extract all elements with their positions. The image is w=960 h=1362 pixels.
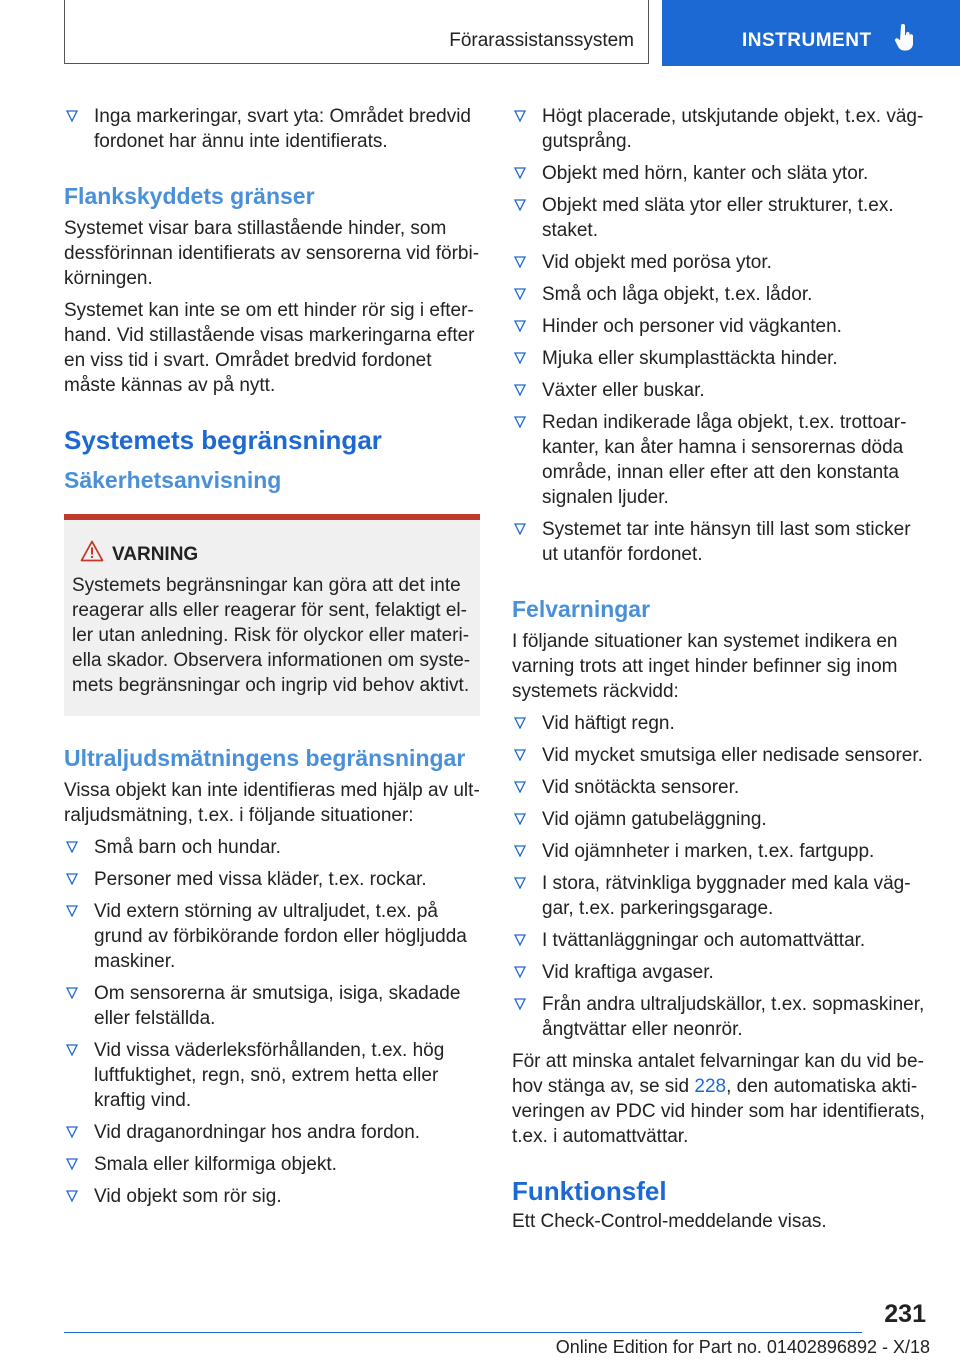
list-item-text: Vid kraftiga avgaser. <box>542 962 714 983</box>
list-item-text: Små och låga objekt, t.ex. lådor. <box>542 284 813 305</box>
flank-paragraph-2: Systemet kan inte se om ett hinder rör sig i efterhand. Vid stillastående visas markeringarna efter en viss tid i svart. Området bredvid fordonet måste kännas av på nytt. <box>64 300 475 396</box>
triangle-bullet-icon <box>514 992 532 1010</box>
left-column <box>64 104 480 1216</box>
flank-heading: Flankskyddets gränser <box>64 183 315 209</box>
list-item-text: Inga markeringar, svart yta: Området bredvid fordonet har ännu inte identifierats. <box>94 106 471 152</box>
list-item <box>64 1120 480 1145</box>
triangle-bullet-icon <box>514 346 532 364</box>
chapter-title: INSTRUMENT <box>742 30 872 51</box>
list-item-text: Från andra ultraljudskällor, t.ex. sopmaskiner, ångtvättar eller neonrör. <box>542 994 925 1040</box>
list-item <box>512 960 928 985</box>
triangle-bullet-icon <box>514 193 532 211</box>
warning-triangle-icon <box>80 540 104 562</box>
list-item <box>512 104 928 154</box>
triangle-bullet-icon <box>66 104 84 122</box>
list-item <box>64 1152 480 1177</box>
warning-header <box>72 542 472 567</box>
list-item-text: Växter eller buskar. <box>542 380 705 401</box>
list-item-text: Vid objekt med porösa ytor. <box>542 252 772 273</box>
list-item-text: Vid objekt som rör sig. <box>94 1186 282 1207</box>
triangle-bullet-icon <box>66 981 84 999</box>
false-warnings-intro: I följande situationer kan systemet indikera en varning trots att inget hinder befinner sig inom systemets räckvidd: <box>512 631 898 702</box>
list-item <box>512 743 928 768</box>
reduce-text-start: För att minska antalet felvarningar kan du vid behov stänga av, se sid <box>512 1051 924 1097</box>
triangle-bullet-icon <box>66 1152 84 1170</box>
list-item <box>512 282 928 307</box>
reduce-paragraph <box>512 1049 928 1149</box>
list-item-text: Vid mycket smutsiga eller nedisade sensorer. <box>542 745 923 766</box>
triangle-bullet-icon <box>514 743 532 761</box>
list-item-text: Små barn och hundar. <box>94 837 281 858</box>
list-item <box>64 835 480 860</box>
list-item-text: Vid extern störning av ultraljudet, t.ex. på grund av förbikörande fordon eller högljudda maskiner. <box>94 901 467 972</box>
list-item <box>512 250 928 275</box>
triangle-bullet-icon <box>514 378 532 396</box>
warning-box <box>64 514 480 716</box>
triangle-bullet-icon <box>514 711 532 729</box>
list-item <box>512 314 928 339</box>
list-item-text: I stora, rätvinkliga byggnader med kala väggar, t.ex. parkeringsgarage. <box>542 873 911 919</box>
list-item <box>512 517 928 567</box>
list-item <box>64 899 480 974</box>
list-item-text: Högt placerade, utskjutande objekt, t.ex. väggutsprång. <box>542 106 924 152</box>
list-item-text: Redan indikerade låga objekt, t.ex. trottoarkanter, kan åter hamna i sensorernas döda område, innan eller efter att den konstanta signalen ljuder. <box>542 412 907 508</box>
triangle-bullet-icon <box>66 867 84 885</box>
list-item <box>512 378 928 403</box>
triangle-bullet-icon <box>514 314 532 332</box>
list-item-text: Mjuka eller skumplasttäckta hinder. <box>542 348 838 369</box>
list-item <box>512 711 928 736</box>
list-item <box>512 410 928 510</box>
fault-heading: Funktionsfel <box>512 1176 667 1206</box>
list-item <box>512 871 928 921</box>
triangle-bullet-icon <box>514 410 532 428</box>
triangle-bullet-icon <box>66 1184 84 1202</box>
footer-edition: Online Edition for Part no. 01402896892 - X/18 <box>555 1337 930 1357</box>
page-header <box>0 0 960 66</box>
triangle-bullet-icon <box>514 250 532 268</box>
ultrasound-heading: Ultraljudsmätningens begränsningar <box>64 745 466 771</box>
list-item-text: Vid snötäckta sensorer. <box>542 777 740 798</box>
ultrasound-intro: Vissa objekt kan inte identifieras med hjälp av ultraljudsmätning, t.ex. i följande situationer: <box>64 780 480 826</box>
reduce-text-end: , den automatiska aktiveringen av PDC vid hinder som har identifierats, t.ex. i automattvättar. <box>512 1076 925 1147</box>
safety-heading: Säkerhetsanvisning <box>64 467 282 493</box>
list-item-text: Vid ojämn gatubeläggning. <box>542 809 767 830</box>
list-item-text: Smala eller kilformiga objekt. <box>94 1154 337 1175</box>
list-item <box>512 928 928 953</box>
list-item <box>512 807 928 832</box>
right-column <box>512 104 928 1241</box>
list-item-text: Systemet tar inte hänsyn till last som sticker ut utanför fordonet. <box>542 519 911 565</box>
triangle-bullet-icon <box>514 807 532 825</box>
footer-divider <box>64 1332 862 1333</box>
triangle-bullet-icon <box>66 899 84 917</box>
triangle-bullet-icon <box>514 960 532 978</box>
list-item <box>64 1038 480 1113</box>
triangle-bullet-icon <box>514 928 532 946</box>
ultrasound-list <box>64 835 480 1209</box>
list-item <box>64 981 480 1031</box>
triangle-bullet-icon <box>514 775 532 793</box>
list-item <box>512 839 928 864</box>
triangle-bullet-icon <box>66 835 84 853</box>
page-number: 231 <box>884 1300 926 1328</box>
list-item-text: Objekt med hörn, kanter och släta ytor. <box>542 163 869 184</box>
section-title: Förarassistanssystem <box>449 30 634 51</box>
list-item-text: I tvättanläggningar och automattvättar. <box>542 930 866 951</box>
triangle-bullet-icon <box>514 282 532 300</box>
fault-text: Ett Check-Control-meddelande visas. <box>512 1211 827 1232</box>
triangle-bullet-icon <box>514 161 532 179</box>
list-item <box>512 161 928 186</box>
list-item-text: Hinder och personer vid vägkanten. <box>542 316 842 337</box>
list-item <box>512 775 928 800</box>
false-warnings-heading: Felvarningar <box>512 596 651 622</box>
triangle-bullet-icon <box>514 517 532 535</box>
triangle-bullet-icon <box>66 1120 84 1138</box>
object-list <box>512 104 928 567</box>
flank-paragraph-1: Systemet visar bara stillastående hinder, som dessförinnan identifierats av sensorerna vid förbikörningen. <box>64 218 480 289</box>
list-item <box>64 867 480 892</box>
triangle-bullet-icon <box>514 839 532 857</box>
hand-pointer-icon <box>894 24 916 52</box>
list-item-text: Vid draganordningar hos andra fordon. <box>94 1122 421 1143</box>
warning-title: VARNING <box>112 544 199 565</box>
list-item-text: Objekt med släta ytor eller strukturer, t.ex. staket. <box>542 195 894 241</box>
section-tab[interactable] <box>64 0 649 64</box>
list-item-text: Vid häftigt regn. <box>542 713 675 734</box>
triangle-bullet-icon <box>514 104 532 122</box>
list-item <box>512 346 928 371</box>
triangle-bullet-icon <box>514 871 532 889</box>
false-warnings-list <box>512 711 928 1042</box>
limits-heading: Systemets begränsningar <box>64 425 382 455</box>
list-item <box>512 992 928 1042</box>
list-item-text: Vid ojämnheter i marken, t.ex. fartgupp. <box>542 841 875 862</box>
triangle-bullet-icon <box>66 1038 84 1056</box>
chapter-tab[interactable] <box>662 0 960 66</box>
list-item <box>512 193 928 243</box>
list-item-text: Vid vissa väderleksförhållanden, t.ex. hög luftfuktighet, regn, snö, extrem hetta eller kraftig vind. <box>94 1040 445 1111</box>
list-item-text: Om sensorerna är smutsiga, isiga, skadade eller felställda. <box>94 983 461 1029</box>
list-item <box>64 1184 480 1209</box>
page-link-228[interactable]: 228 <box>694 1076 727 1097</box>
warning-text: Systemets begränsningar kan göra att det inte reagerar alls eller reagerar för sent, felaktigt eller utan anledning. Risk för olyckor eller materiella skador. Observera informationen om systemets begränsningar och ingrip vid behov aktivt. <box>72 575 471 696</box>
list-item <box>64 104 480 154</box>
list-item-text: Personer med vissa kläder, t.ex. rockar. <box>94 869 427 890</box>
